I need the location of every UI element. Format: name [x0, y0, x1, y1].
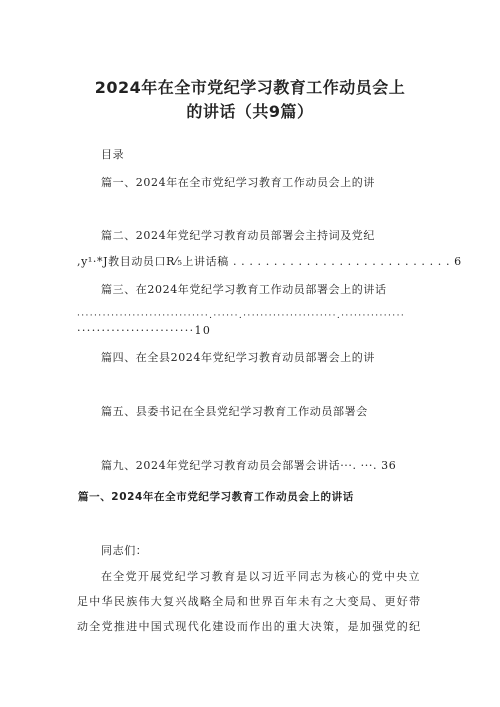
- toc-entry-4[interactable]: 篇四、在全县2024年党纪学习教育动员部署会上的讲: [101, 351, 375, 364]
- toc-entry-2-continued[interactable]: ,y¹·*J教目动员口R⁄₅上讲话稿 . . . . . . . . . . . . . . . . . . . . . . . . . . . 6: [77, 255, 462, 268]
- body-paragraph-line-2: 足中华民族伟大复兴战略全局和世界百年未有之大变局、更好带: [77, 595, 422, 608]
- toc-entry-9[interactable]: 篇九、2024年党纪学习教育动员会部署会讲话···. ···. 36: [101, 459, 397, 472]
- body-paragraph-line-1: 在全党开展党纪学习教育是以习近平同志为核心的党中央立: [101, 570, 421, 583]
- salutation: 同志们：: [101, 544, 148, 557]
- toc-heading: 目录: [101, 148, 125, 161]
- toc-entry-2[interactable]: 篇二、2024年党纪学习教育动员部署会主持词及党纪: [101, 229, 375, 242]
- section-heading: 篇一、2024年在全市党纪学习教育工作动员会上的讲话: [78, 491, 354, 503]
- document-title-line-1: 2024年在全市党纪学习教育工作动员会上: [94, 78, 406, 97]
- toc-entry-3-page-number[interactable]: ························10: [77, 324, 212, 337]
- document-title-line-2: 的讲话（共9篇）: [186, 102, 314, 121]
- toc-entry-3[interactable]: 篇三、在2024年党纪学习教育工作动员部署会上的讲话: [101, 283, 387, 296]
- toc-entry-1[interactable]: 篇一、2024年在全市党纪学习教育工作动员会上的讲: [101, 176, 375, 189]
- toc-entry-5[interactable]: 篇五、县委书记在全县党纪学习教育工作动员部署会: [101, 405, 368, 418]
- body-paragraph-line-3: 动全党推进中国式现代化建设而作出的重大决策，是加强党的纪: [77, 620, 422, 633]
- toc-entry-3-dot-leader: ·······························.······.······················.···············: [77, 311, 406, 321]
